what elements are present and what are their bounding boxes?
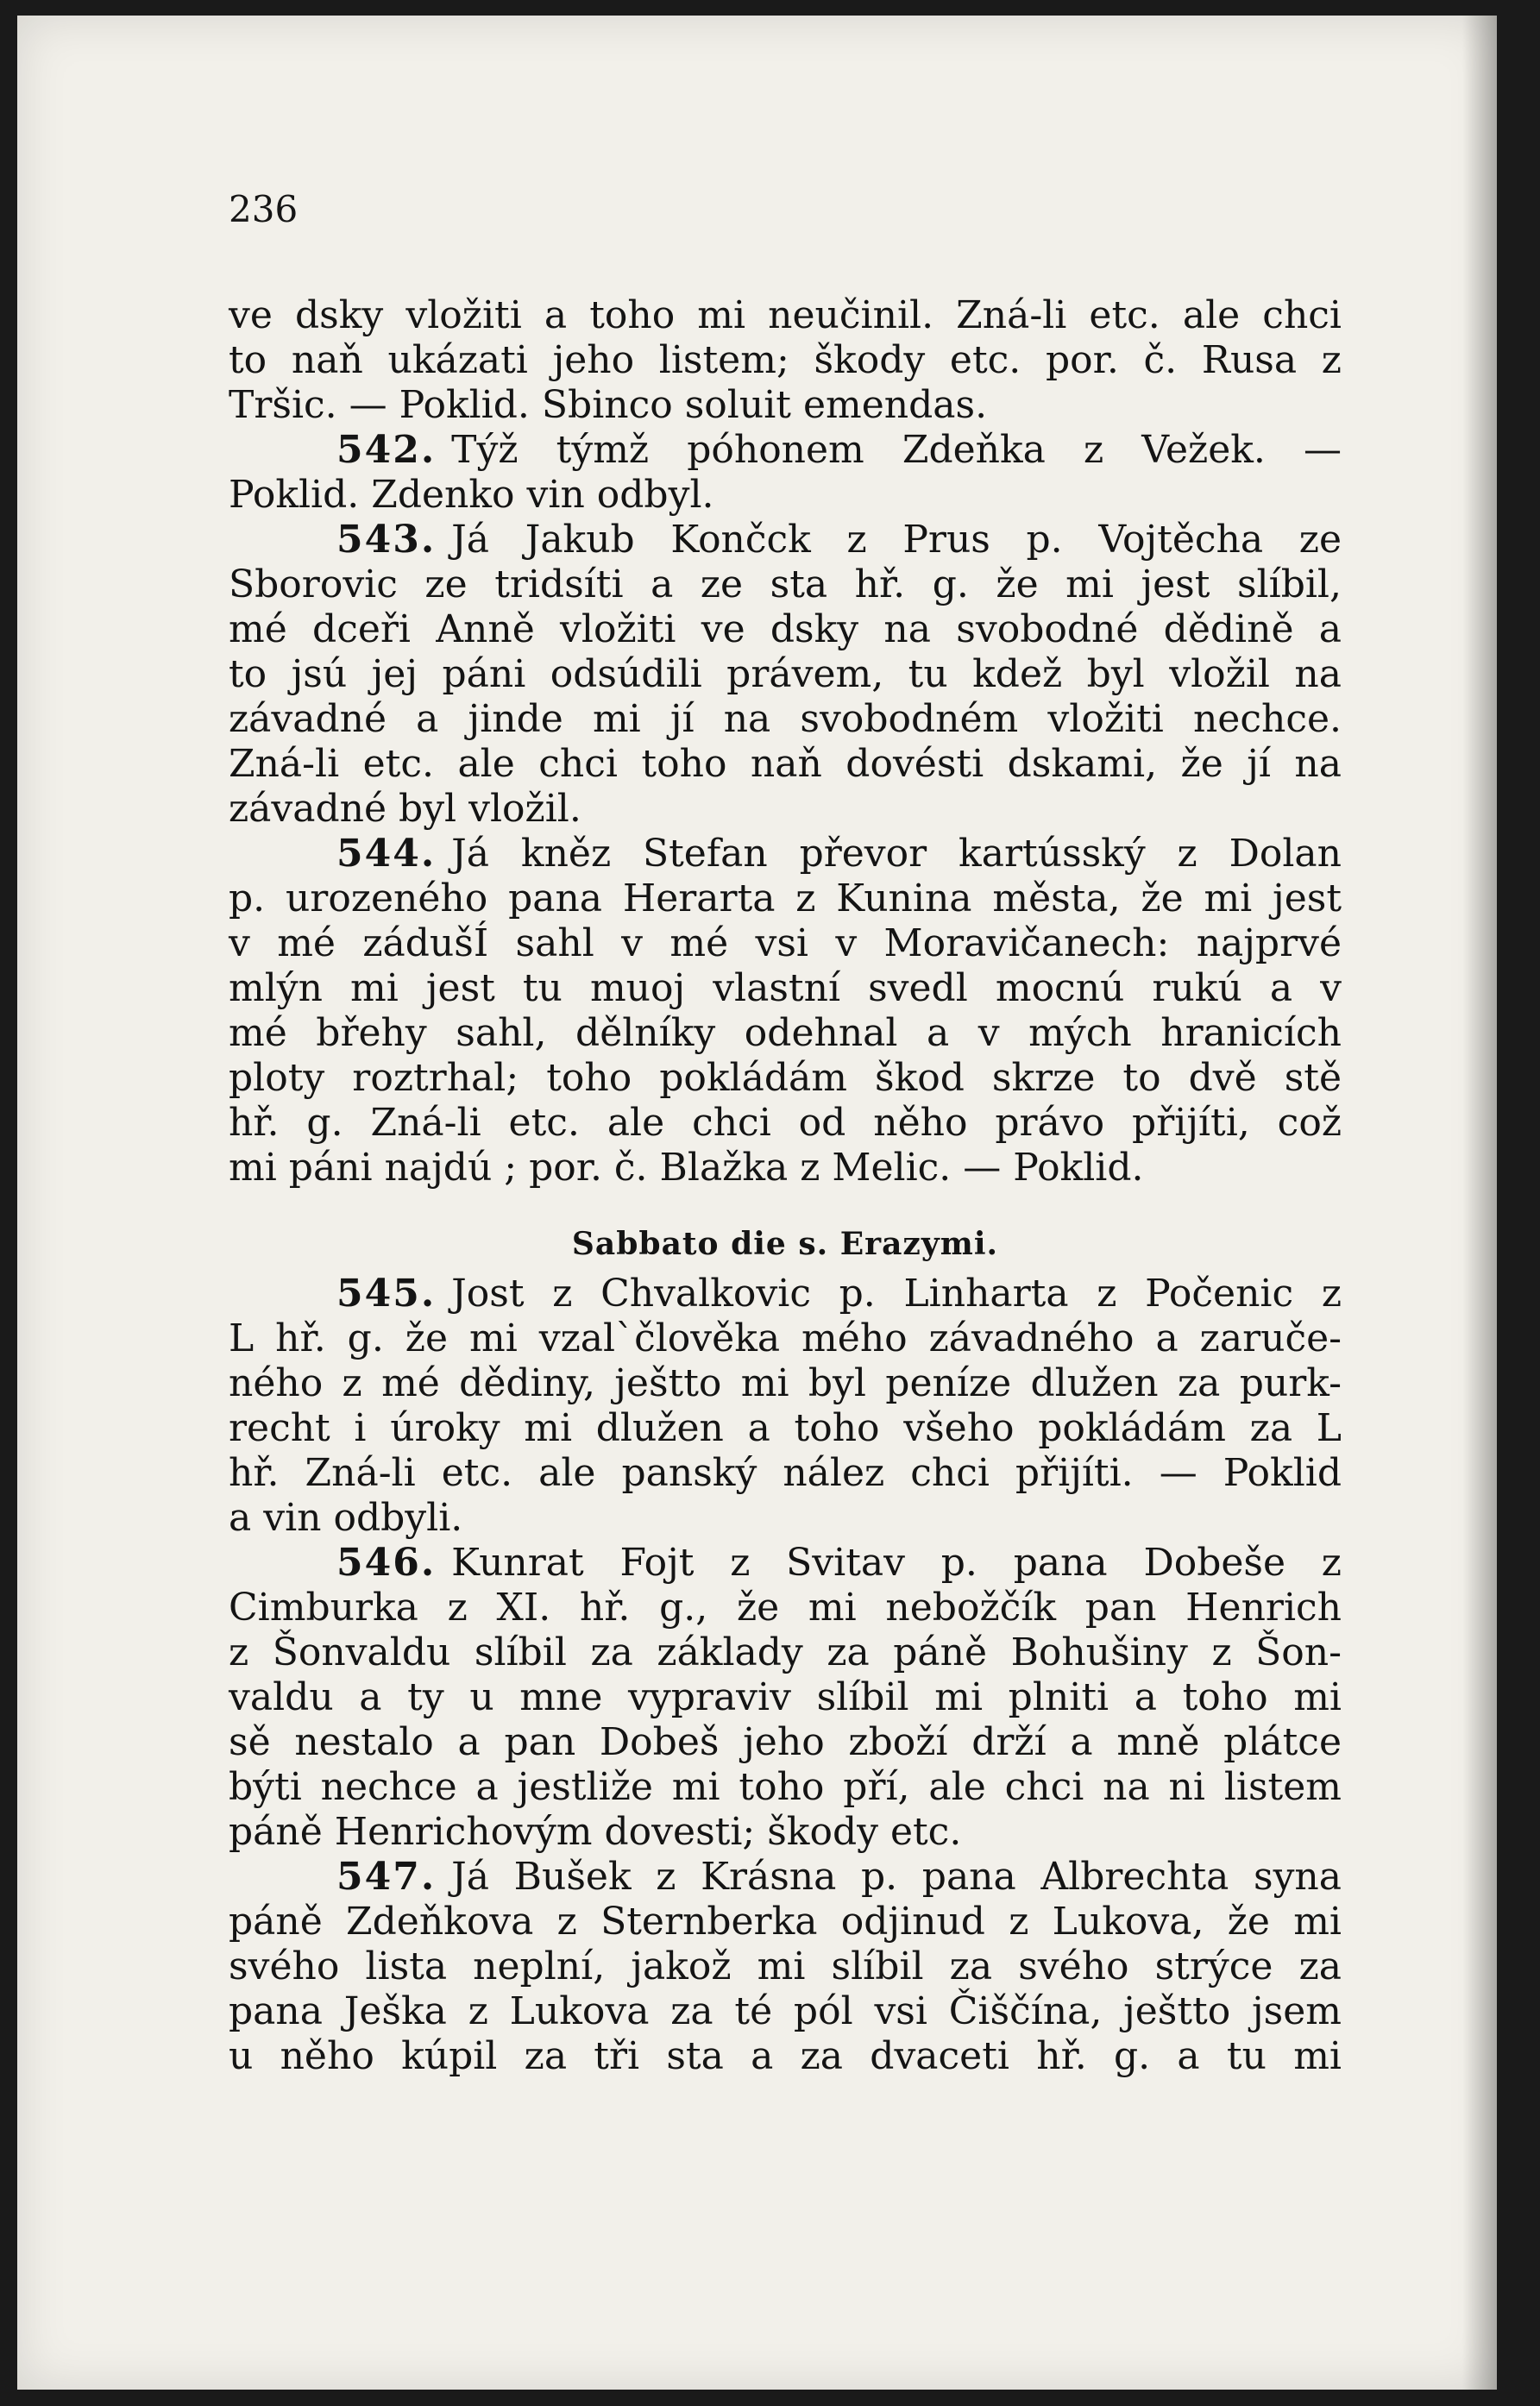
line-text: Kunrat Fojt z Svitav p. pana Dobeše z <box>451 1541 1342 1585</box>
text-line <box>229 2034 1342 2079</box>
line-text: býti nechce a jestliže mi toho pří, ale chci na ni listem <box>229 1765 1342 1809</box>
line-text: ve dsky vložiti a toho mi neučinil. Zná-li etc. ale chci <box>229 293 1342 337</box>
line-text: L hř. g. že mi vzal`člověka mého závadného a zaruče- <box>229 1316 1342 1360</box>
text-line <box>229 293 1342 338</box>
line-text: mé dceři Anně vložiti ve dsky na svobodné dědině a <box>229 607 1342 651</box>
page-number: 236 <box>229 188 299 230</box>
page-edge-shadow <box>1462 16 1497 2390</box>
entry-first-line <box>229 832 1342 876</box>
text-line <box>229 652 1342 697</box>
entry-first-line <box>229 428 1342 473</box>
text-line <box>229 1011 1342 1056</box>
text-line <box>229 562 1342 607</box>
line-text: p. urozeného pana Herarta z Kunina města, že mi jest <box>229 876 1342 920</box>
text-line <box>229 1810 1342 1855</box>
line-text: ploty roztrhal; toho pokládám škod skrze to dvě stě <box>229 1056 1342 1100</box>
line-text: to jsú jej páni odsúdili právem, tu kdež byl vložil na <box>229 652 1342 696</box>
entry-number: 546. <box>336 1541 437 1585</box>
line-text: a vin odbyli. <box>229 1496 463 1540</box>
line-text: Jost z Chvalkovic p. Linharta z Počenic z <box>451 1272 1342 1316</box>
text-line <box>229 383 1342 428</box>
text-line <box>229 1146 1342 1190</box>
text-line <box>229 1675 1342 1720</box>
line-text: závadné a jinde mi jí na svobodném vložiti nechce. <box>229 697 1342 741</box>
text-line <box>229 473 1342 518</box>
text-line <box>229 1361 1342 1406</box>
line-text: mé břehy sahl, dělníky odehnal a v mých hranicích <box>229 1011 1342 1055</box>
text-line <box>229 1944 1342 1989</box>
line-text: Zná-li etc. ale chci toho naň dovésti dskami, že jí na <box>229 742 1342 786</box>
line-text: recht i úroky mi dlužen a toho všeho pokládám za L <box>229 1406 1342 1450</box>
line-text: závadné byl vložil. <box>229 787 581 831</box>
text-line <box>229 1720 1342 1765</box>
section-heading: Sabbato die s. Erazymi. <box>571 1226 999 1262</box>
line-text: Tršic. — Poklid. Sbinco soluit emendas. <box>229 383 988 427</box>
text-line <box>229 1316 1342 1361</box>
line-text: u něho kúpil za tři sta a za dvaceti hř. g. a tu mi <box>229 2034 1342 2078</box>
line-text: mlýn mi jest tu muoj vlastní svedl mocnú rukú a v <box>229 966 1342 1010</box>
line-text: mi páni najdú ; por. č. Blažka z Melic. — Poklid. <box>229 1146 1144 1190</box>
entry-number: 542. <box>336 428 437 472</box>
text-line <box>229 742 1342 787</box>
line-text: z Šonvaldu slíbil za základy za páně Bohušiny z Šon- <box>229 1630 1342 1674</box>
entry-first-line <box>229 1855 1342 1900</box>
line-text: hř. Zná-li etc. ale panský nález chci přijíti. — Poklid <box>229 1451 1342 1495</box>
entry-number: 544. <box>336 832 437 876</box>
text-line <box>229 1900 1342 1944</box>
text-line <box>229 921 1342 966</box>
text-line <box>229 787 1342 832</box>
text-line <box>229 697 1342 742</box>
line-text: hř. g. Zná-li etc. ale chci od něho právo přijíti, což <box>229 1101 1342 1145</box>
page-body-text <box>229 293 1342 2079</box>
text-line <box>229 966 1342 1011</box>
text-line <box>229 1630 1342 1675</box>
text-line <box>229 876 1342 921</box>
line-text: valdu a ty u mne vypraviv slíbil mi plniti a toho mi <box>229 1675 1342 1719</box>
line-text: v mé zádušÍ sahl v mé vsi v Moravičanech: najprvé <box>229 921 1342 965</box>
text-line <box>229 338 1342 383</box>
line-text: Já kněz Stefan převor kartússký z Dolan <box>451 832 1342 876</box>
text-line <box>229 1056 1342 1101</box>
line-text: Já Bušek z Krásna p. pana Albrechta syna <box>451 1855 1342 1899</box>
line-text: pana Ješka z Lukova za té pól vsi Čiščína, ještto jsem <box>229 1989 1342 2033</box>
entry-number: 543. <box>336 518 437 562</box>
entry-first-line <box>229 1272 1342 1316</box>
line-text: ného z mé dědiny, ještto mi byl peníze dlužen za purk- <box>229 1361 1342 1405</box>
entry-first-line <box>229 518 1342 562</box>
text-line <box>229 1451 1342 1496</box>
line-text: Já Jakub Končck z Prus p. Vojtěcha ze <box>451 518 1342 562</box>
line-text: páně Zdeňkova z Sternberka odjinud z Lukova, že mi <box>229 1900 1342 1944</box>
text-line <box>229 1496 1342 1541</box>
entry-first-line <box>229 1541 1342 1586</box>
line-text: Týž týmž póhonem Zdeňka z Vežek. — <box>451 428 1342 472</box>
text-line <box>229 1406 1342 1451</box>
text-line <box>229 1989 1342 2034</box>
text-line <box>229 607 1342 652</box>
text-line <box>229 1101 1342 1146</box>
text-line <box>229 1765 1342 1810</box>
entry-number: 545. <box>336 1272 437 1316</box>
line-text: to naň ukázati jeho listem; škody etc. por. č. Rusa z <box>229 338 1342 382</box>
entry-number: 547. <box>336 1855 437 1899</box>
line-text: Sborovic ze tridsíti a ze sta hř. g. že mi jest slíbil, <box>229 562 1342 606</box>
line-text: sě nestalo a pan Dobeš jeho zboží drží a mně plátce <box>229 1720 1342 1764</box>
line-text: svého lista neplní, jakož mi slíbil za svého strýce za <box>229 1944 1342 1988</box>
line-text: Cimburka z XI. hř. g., že mi nebožčík pan Henrich <box>229 1586 1342 1630</box>
text-line <box>229 1586 1342 1630</box>
line-text: Poklid. Zdenko vin odbyl. <box>229 473 714 517</box>
line-text: páně Henrichovým dovesti; škody etc. <box>229 1810 962 1854</box>
